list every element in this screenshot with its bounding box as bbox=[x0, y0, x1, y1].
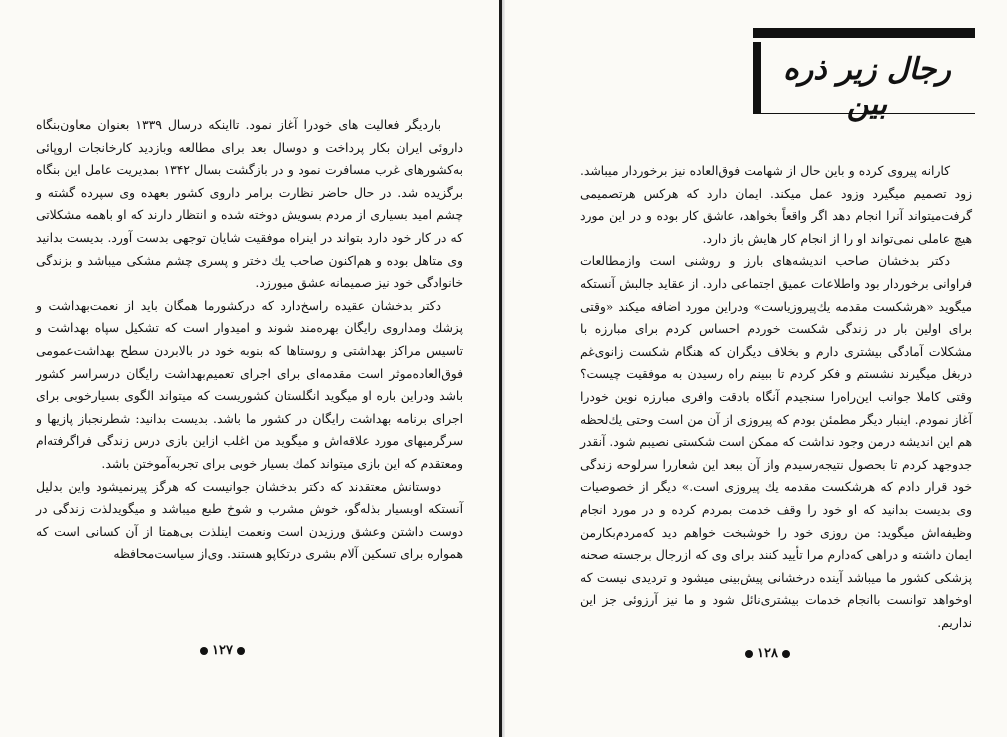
paragraph: دکتر بدخشان عقیده راسخ‌دارد که درکشورما همگان باید از نعمت‌بهداشت و پزشك ومداروی رایگان بهره‌مند شوند و امیدوار است که تشکیل سپاه بهداشت و تاسیس مراکز بهداشتی و روستاها که بنوبه خود در بالابردن سطح بهداشت‌عمومی فوق‌العاده‌موثر است مقدمه‌ای برای اجرای تعمیم‌بهداشت رایگان درسراسر کشور باشد ودراین باره او میگوید انگلستان کشوریست که میتواند الگوی بسیارخوبی برای اجرای برنامه بهداشت رایگان در کشور ما باشد. بدیست بدانید: شطرنجباز پازیها و سرگرمیهای مورد علاقه‌اش و میگوید من اغلب ازاین بازی درس زندگی فراگرفته‌ام ومعتقدم که این بازی میتواند کمك بسیار خوبی برای تجربه‌آموختن باشد. bbox=[36, 298, 463, 471]
left-page-text bbox=[36, 114, 463, 566]
bullet-icon bbox=[745, 650, 753, 658]
paragraph: دوستانش معتقدند که دکتر بدخشان جوانیست که هرگز پیرنمیشود واین بدلیل آنستکه اوبسیار بذله‌گو، خوش مشرب و شوخ طبع میباشد و میگویدلذت زندگی در دوست داشتن وعشق ورزیدن است ونعمت اینلذت بی‌همتا از آن کسانی است که همواره برای تسکین آلام بشری درتکاپو هستند. وی‌از سیاست‌محافظه bbox=[36, 479, 463, 562]
right-page-text bbox=[580, 160, 972, 634]
left-page bbox=[0, 0, 500, 737]
page-number bbox=[745, 646, 790, 661]
paragraph: کارانه پیروی کرده و باین حال از شهامت فوق‌العاده نیز برخوردار میباشد. زود تصمیم میگیرد وزود عمل میکند. ایمان دارد که هرکس هرتصمیمی گرفت‌میتواند آنرا انجام دهد اگر واقعاً بخواهد، عاشق کار بوده و در این مورد هیچ عاملی نمی‌تواند او را از انجام کار هایش باز دارد. bbox=[580, 164, 972, 246]
right-page bbox=[505, 0, 1007, 737]
page-number-text: ۱۲۷ bbox=[212, 643, 233, 658]
bullet-icon bbox=[237, 647, 245, 655]
bullet-icon bbox=[200, 647, 208, 655]
section-title: رجال زیر ذره بین bbox=[783, 52, 951, 122]
bullet-icon bbox=[782, 650, 790, 658]
header-bar bbox=[753, 28, 975, 38]
paragraph: باردیگر فعالیت های خودرا آغاز نمود. تااینکه درسال ۱۳۳۹ بعنوان معاون‌بنگاه داروئی ایران بکار پرداخت و دوسال بعد برای مطالعه وبازدید کارخانجات اروپائی به‌کشورهای غرب مسافرت نمود و در بازگشت بسال ۱۳۴۲ بمدیریت عامل این بنگاه برگزیده شد. در حال حاضر نظارت برامر داروی کشور بعهده وی سپرده گشته و چشم امید بسیاری از مردم بسویش دوخته شده و انتظار دارند که او باهمه مشکلاتی که در کار خود دارد بتواند در اینراه موفقیت شایان توجهی بدست آورد. بدیست بدانید وی متاهل بوده و هم‌اکنون صاحب یك دختر و پسری چشم مشکی میباشد و بزندگی خانوادگی خود نیز صمیمانه عشق میورزد. bbox=[36, 118, 463, 291]
page-number bbox=[200, 643, 245, 658]
paragraph: دکتر بدخشان صاحب اندیشه‌های بارز و روشنی است وازمطالعات فراوانی برخوردار بود واطلاعات عمیق اجتماعی دارد. از عقاید جالبش آنستکه میگوید «هرشکست مقدمه یك‌پیروزیاست» ودراین مورد اضافه میکند «وقتی برای اولین بار در زندگی شکست خوردم احساس کردم برای مبارزه با مشکلات آمادگی بیشتری دارم و بخلاف دیگران که هنگام شکست زانوی‌غم دربغل میگیرند نشستم و فکر کردم تا ببینم راه رسیدن به موفقیت چیست؟ وقتی کاملا جوانب این‌راه‌را سنجیدم آنگاه بادقت وافری مبارزه نوین خودرا آغاز نمودم. اینبار دیگر مطمئن بودم که پیروزی از آن من است وحتی یك‌لحظه هم این اندیشه درمن وجود نداشت که ممکن است شکستی نصیبم شود. آنقدر جدوجهد کردم تا بحصول نتیجه‌رسیدم واز آن ببعد این شعاررا سرلوحه زندگی خود قرار دادم که هرشکست مقدمه یك پیروزی است.» دیگر از خصوصیات وی بدیست بدانید که او خود را وقف خدمت بمردم کرده و در مورد انجام وظیفه‌اش میگوید: من روزی خود را خوشبخت خواهم دید که‌مردم‌بکارمن ایمان داشته و دراهی که‌دارم مرا تأیید کنند برای وی که ازرجال برجسته صحنه پزشکی کشور ما میباشد آینده درخشانی پیش‌بینی میشود و تردیدی نیست که اوخواهد توانست باانجام خدمات بیشتری‌نائل شود و ما نیز آرزوئی جز این نداریم. bbox=[580, 254, 972, 630]
page-number-text: ۱۲۸ bbox=[757, 646, 778, 661]
